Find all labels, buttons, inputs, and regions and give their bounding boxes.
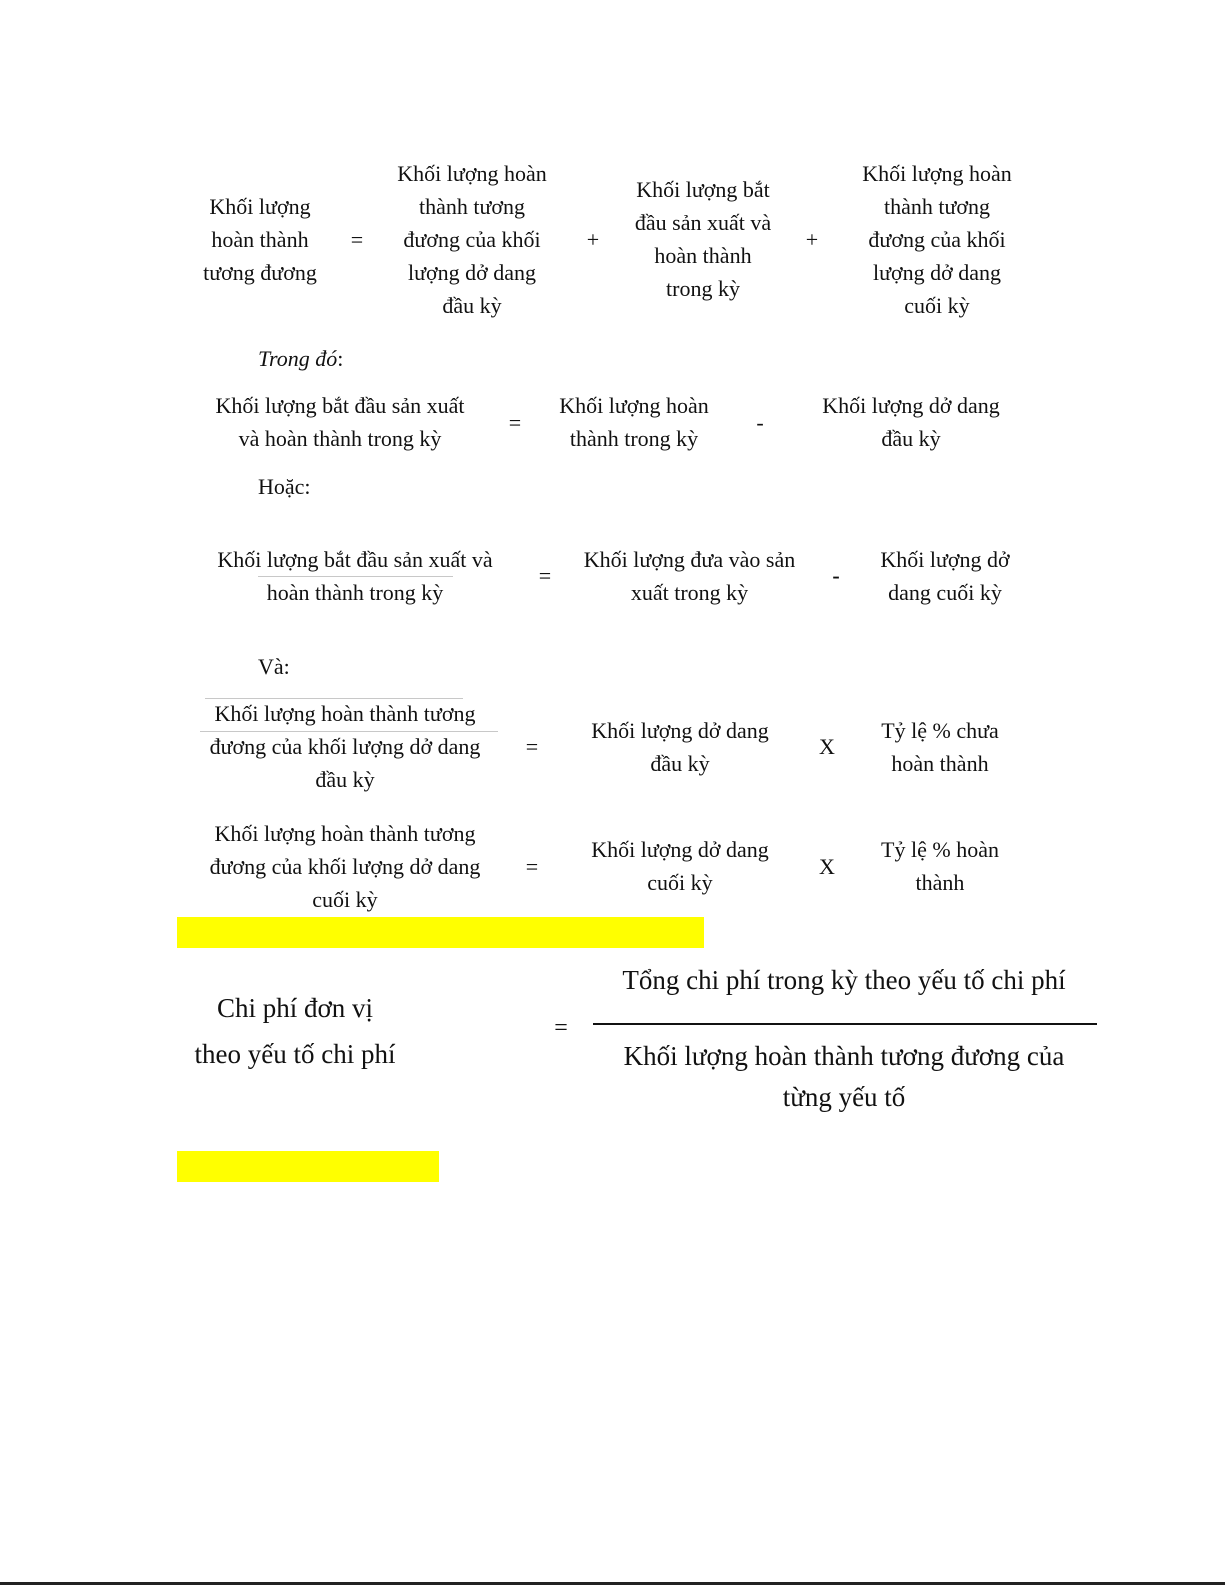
formula3-minus: - [832, 563, 840, 588]
formula6-lhs [180, 985, 410, 1077]
formula3-term2-line: dang cuối kỳ [888, 580, 1002, 605]
formula5-times: X [819, 854, 835, 879]
formula1-term3-line: cuối kỳ [904, 293, 970, 318]
label-trong-do-text: Trong đó [258, 346, 338, 371]
formula2-minus: - [756, 410, 764, 435]
formula2-term1-line: Khối lượng hoàn [559, 393, 709, 418]
formula1-term2-line: đầu sản xuất và [634, 210, 772, 235]
formula6-lhs-line: Chi phí đơn vị [216, 993, 374, 1023]
formula2-lhs-line: và hoàn thành trong kỳ [238, 426, 442, 451]
formula1-lhs-line: tương đương [203, 260, 317, 285]
formula2-lhs [190, 389, 490, 455]
formula1-term3-line: lượng dở dang [872, 260, 1002, 285]
formula1-equals: = [350, 227, 364, 252]
formula1-term2 [603, 173, 803, 305]
formula4-term2-line: Tỷ lệ % chưa [881, 718, 999, 743]
formula3-lhs-underline [258, 576, 453, 577]
formula1-term1-line: đầu kỳ [442, 293, 502, 318]
formula1-lhs-line: Khối lượng [209, 194, 311, 219]
formula5-term2-line: Tỷ lệ % hoàn [881, 837, 999, 862]
formula2-lhs-line: Khối lượng bắt đầu sản xuất [215, 393, 465, 418]
formula5-term1-line: Khối lượng dở dang [591, 837, 769, 862]
label-trong-do [258, 342, 343, 375]
formula6-denominator [593, 1036, 1095, 1118]
formula6-denominator-line: từng yếu tố [782, 1082, 906, 1112]
formula3-term2-line: Khối lượng dở [880, 547, 1010, 572]
formula3-lhs-line: hoàn thành trong kỳ [266, 580, 444, 605]
formula4-term1-line: Khối lượng dở dang [591, 718, 769, 743]
formula1-term2-line: Khối lượng bắt [636, 177, 770, 202]
formula1-term1-line: lượng dở dang [407, 260, 537, 285]
label-va: Và: [258, 654, 290, 679]
formula2-term2 [801, 389, 1021, 455]
formula4-times: X [819, 734, 835, 759]
formula1-term1 [372, 157, 572, 322]
formula2-equals: = [508, 410, 522, 435]
formula1-lhs-line: hoàn thành [211, 227, 309, 252]
formula2-term1-line: thành trong kỳ [569, 426, 699, 451]
formula1-term3-line: đương của khối [868, 227, 1006, 252]
highlight-bar-2 [177, 1151, 439, 1182]
formula1-term1-line: đương của khối [403, 227, 541, 252]
formula5-term2 [855, 833, 1025, 899]
formula5-term1 [570, 833, 790, 899]
formula4-term2 [855, 714, 1025, 780]
label-trong-do-colon: : [337, 346, 344, 371]
formula2-term2-line: đầu kỳ [881, 426, 941, 451]
formula3-lhs-line: Khối lượng bắt đầu sản xuất và [217, 547, 493, 572]
formula4-lhs-line: đầu kỳ [315, 767, 375, 792]
formula1-plus-1: + [586, 227, 600, 252]
formula1-term3-line: thành tương [883, 194, 991, 219]
formula1-term3 [837, 157, 1037, 322]
formula5-lhs [190, 817, 500, 916]
formula4-lhs-underline [200, 731, 498, 732]
formula2-term1 [534, 389, 734, 455]
formula4-term1-line: đầu kỳ [650, 751, 710, 776]
formula1-plus-2: + [805, 227, 819, 252]
formula4-lhs [190, 697, 500, 796]
formula5-lhs-line: đương của khối lượng dở dang [209, 854, 481, 879]
formula6-lhs-line: theo yếu tố chi phí [194, 1039, 396, 1069]
formula5-term1-line: cuối kỳ [647, 870, 713, 895]
formula4-term1 [570, 714, 790, 780]
formula5-lhs-line: Khối lượng hoàn thành tương [214, 821, 476, 846]
formula3-term1 [567, 543, 812, 609]
highlight-bar-1 [177, 917, 704, 948]
formula3-term2 [855, 543, 1035, 609]
formula2-term2-line: Khối lượng dở dang [822, 393, 1000, 418]
fraction-bar [593, 1023, 1097, 1025]
formula4-term2-line: hoàn thành [891, 751, 989, 776]
formula1-term1-line: Khối lượng hoàn [397, 161, 547, 186]
formula5-lhs-line: cuối kỳ [312, 887, 378, 912]
formula5-equals: = [525, 854, 539, 879]
formula1-term3-line: Khối lượng hoàn [862, 161, 1012, 186]
formula3-equals: = [538, 563, 552, 588]
formula1-term1-line: thành tương [418, 194, 526, 219]
formula4-lhs-line: Khối lượng hoàn thành tương [214, 701, 476, 726]
formula6-numerator: Tổng chi phí trong kỳ theo yếu tố chi phí [622, 965, 1066, 995]
formula3-term1-line: xuất trong kỳ [630, 580, 749, 605]
formula1-lhs [180, 190, 340, 289]
formula3-term1-line: Khối lượng đưa vào sản [583, 547, 796, 572]
label-hoac: Hoặc: [258, 474, 311, 499]
formula1-term2-line: trong kỳ [666, 276, 740, 301]
formula6-denominator-line: Khối lượng hoàn thành tương đương của [623, 1041, 1065, 1071]
formula4-equals: = [525, 734, 539, 759]
formula6-equals: = [554, 1015, 568, 1041]
formula1-term2-line: hoàn thành [654, 243, 752, 268]
formula5-term2-line: thành [915, 870, 965, 895]
formula4-lhs-line: đương của khối lượng dở dang [209, 734, 481, 759]
